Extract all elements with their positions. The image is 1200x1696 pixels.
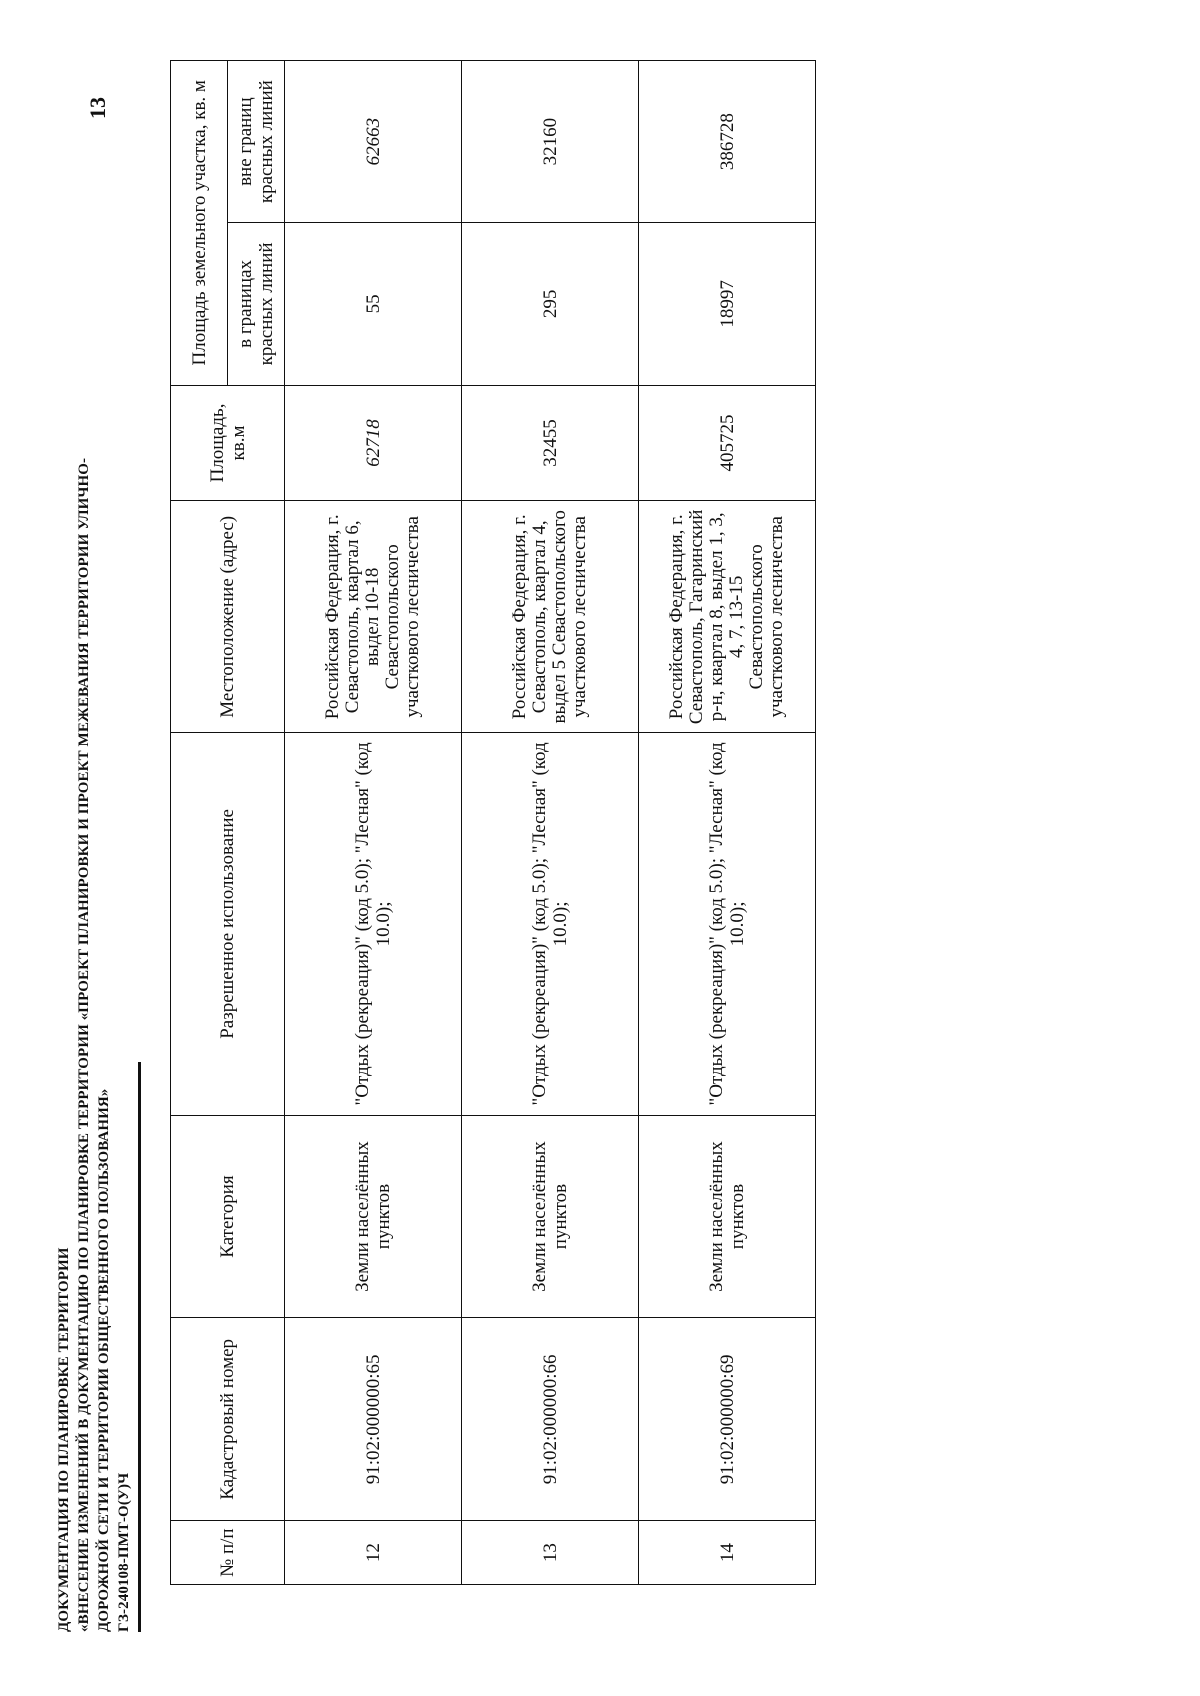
land-plots-table	[170, 60, 816, 1585]
cell-permitted-use: "Отдых (рекреация)" (код 5.0); "Лесная" (код 10.0);	[462, 733, 639, 1115]
cell-location: Российская Федерация, г. Севастополь, квартал 4, выдел 5 Севастопольского участкового лесничества	[462, 501, 639, 733]
header-location: Местоположение (адрес)	[171, 501, 285, 733]
cell-location: Российская Федерация, г. Севастополь, квартал 6, выдел 10-18 Севастопольского участкового лесничества	[285, 501, 462, 733]
header-area: Площадь, кв.м	[171, 385, 285, 501]
cell-area: 32455	[462, 385, 639, 501]
cell-num: 13	[462, 1521, 639, 1585]
cell-inside-red-lines: 18997	[639, 223, 816, 385]
header-line-2: «ВНЕСЕНИЕ ИЗМЕНЕНИЙ В ДОКУМЕНТАЦИЮ ПО ПЛАНИРОВКЕ ТЕРРИТОРИИ «ПРОЕКТ ПЛАНИРОВКИ И ПРОЕКТ МЕЖЕВАНИЯ ТЕРРИТОРИИ УЛИЧНО-	[76, 457, 92, 1632]
table-row	[639, 61, 816, 1585]
cell-outside-red-lines: 32160	[462, 61, 639, 223]
cell-cadastral: 91:02:000000:65	[285, 1318, 462, 1521]
cell-location: Российская Федерация, г. Севастополь, Гагаринский р-н, квартал 8, выдел 1, 3, 4, 7, 13-15 Севастопольского участкового лесничества	[639, 501, 816, 733]
table-header-row	[171, 61, 228, 1585]
cell-num: 12	[285, 1521, 462, 1585]
header-category: Категория	[171, 1115, 285, 1318]
header-outside-red-lines: вне границ красных линий	[228, 61, 285, 223]
cell-permitted-use: "Отдых (рекреация)" (код 5.0); "Лесная" (код 10.0);	[285, 733, 462, 1115]
header-cadastral: Кадастровый номер	[171, 1318, 285, 1521]
header-plot-area-group: Площадь земельного участка, кв. м	[171, 61, 228, 386]
table-row	[462, 61, 639, 1585]
cell-cadastral: 91:02:000000:66	[462, 1318, 639, 1521]
header-line-4: ГЗ-240108-ПМТ-О(У)Ч	[116, 1472, 132, 1632]
page-number: 13	[85, 97, 110, 119]
cell-outside-red-lines: 62663	[285, 61, 462, 223]
cell-category: Земли населённых пунктов	[285, 1115, 462, 1318]
header-line-1: ДОКУМЕНТАЦИЯ ПО ПЛАНИРОВКЕ ТЕРРИТОРИИ	[56, 1247, 72, 1632]
header-permitted-use: Разрешенное использование	[171, 733, 285, 1115]
cell-area: 405725	[639, 385, 816, 501]
header-num: № п/п	[171, 1521, 285, 1585]
header-divider	[138, 1062, 141, 1632]
cell-cadastral: 91:02:000000:69	[639, 1318, 816, 1521]
cell-inside-red-lines: 55	[285, 223, 462, 385]
header-line-3: ДОРОЖНОЙ СЕТИ И ТЕРРИТОРИИ ОБЩЕСТВЕННОГО ПОЛЬЗОВАНИЯ»	[96, 1088, 112, 1632]
document-header	[54, 282, 134, 1632]
cell-permitted-use: "Отдых (рекреация)" (код 5.0); "Лесная" (код 10.0);	[639, 733, 816, 1115]
header-inside-red-lines: в границах красных линий	[228, 223, 285, 385]
cell-category: Земли населённых пунктов	[462, 1115, 639, 1318]
cell-category: Земли населённых пунктов	[639, 1115, 816, 1318]
table-row	[285, 61, 462, 1585]
cell-num: 14	[639, 1521, 816, 1585]
cell-inside-red-lines: 295	[462, 223, 639, 385]
cell-area: 62718	[285, 385, 462, 501]
cell-outside-red-lines: 386728	[639, 61, 816, 223]
